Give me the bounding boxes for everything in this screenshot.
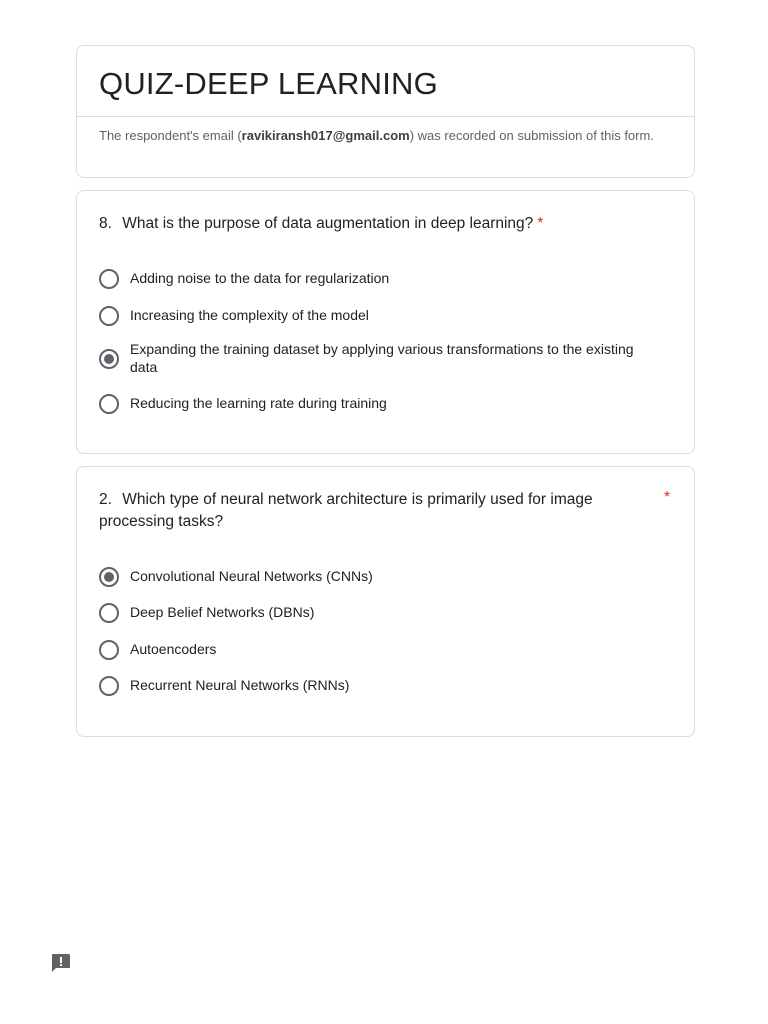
- question-card-2: [76, 466, 695, 737]
- radio-button[interactable]: [99, 676, 119, 696]
- question-text: Which type of neural network architecture is primarily used for image processing tasks?: [99, 491, 593, 530]
- respondent-email: ravikiransh017@gmail.com: [241, 128, 410, 143]
- required-asterisk: *: [663, 489, 670, 506]
- radio-option-label[interactable]: Convolutional Neural Networks (CNNs): [130, 568, 373, 584]
- radio-option-label[interactable]: Increasing the complexity of the model: [130, 307, 369, 323]
- header-divider: [77, 116, 694, 117]
- question-title: [99, 489, 647, 533]
- question-text: What is the purpose of data augmentation in deep learning?: [122, 215, 534, 232]
- question-title: [99, 213, 647, 235]
- email-recorded-note: [99, 127, 669, 145]
- question-card-8: [76, 190, 695, 454]
- feedback-icon[interactable]: [50, 953, 71, 973]
- radio-option-label[interactable]: Autoencoders: [130, 641, 217, 657]
- required-asterisk: *: [537, 215, 544, 232]
- radio-button-checked[interactable]: [99, 567, 119, 587]
- radio-option-label[interactable]: Expanding the training dataset by applying various transformations to the existing data: [130, 341, 634, 375]
- radio-option-label[interactable]: Recurrent Neural Networks (RNNs): [130, 677, 350, 693]
- email-note-prefix: The respondent's email (: [99, 128, 242, 143]
- form-header-card: [76, 45, 695, 178]
- radio-button[interactable]: [99, 394, 119, 414]
- question-number: 8.: [99, 215, 112, 232]
- radio-button[interactable]: [99, 640, 119, 660]
- question-number: 2.: [99, 491, 112, 508]
- radio-button[interactable]: [99, 269, 119, 289]
- email-note-suffix: ) was recorded on submission of this form.: [409, 128, 654, 143]
- radio-option-label[interactable]: Reducing the learning rate during training: [130, 395, 387, 411]
- radio-button-checked[interactable]: [99, 349, 119, 369]
- form-title: QUIZ-DEEP LEARNING: [99, 66, 438, 101]
- radio-option-label[interactable]: Deep Belief Networks (DBNs): [130, 604, 315, 620]
- radio-button[interactable]: [99, 306, 119, 326]
- radio-button[interactable]: [99, 603, 119, 623]
- radio-option-label[interactable]: Adding noise to the data for regularization: [130, 270, 390, 286]
